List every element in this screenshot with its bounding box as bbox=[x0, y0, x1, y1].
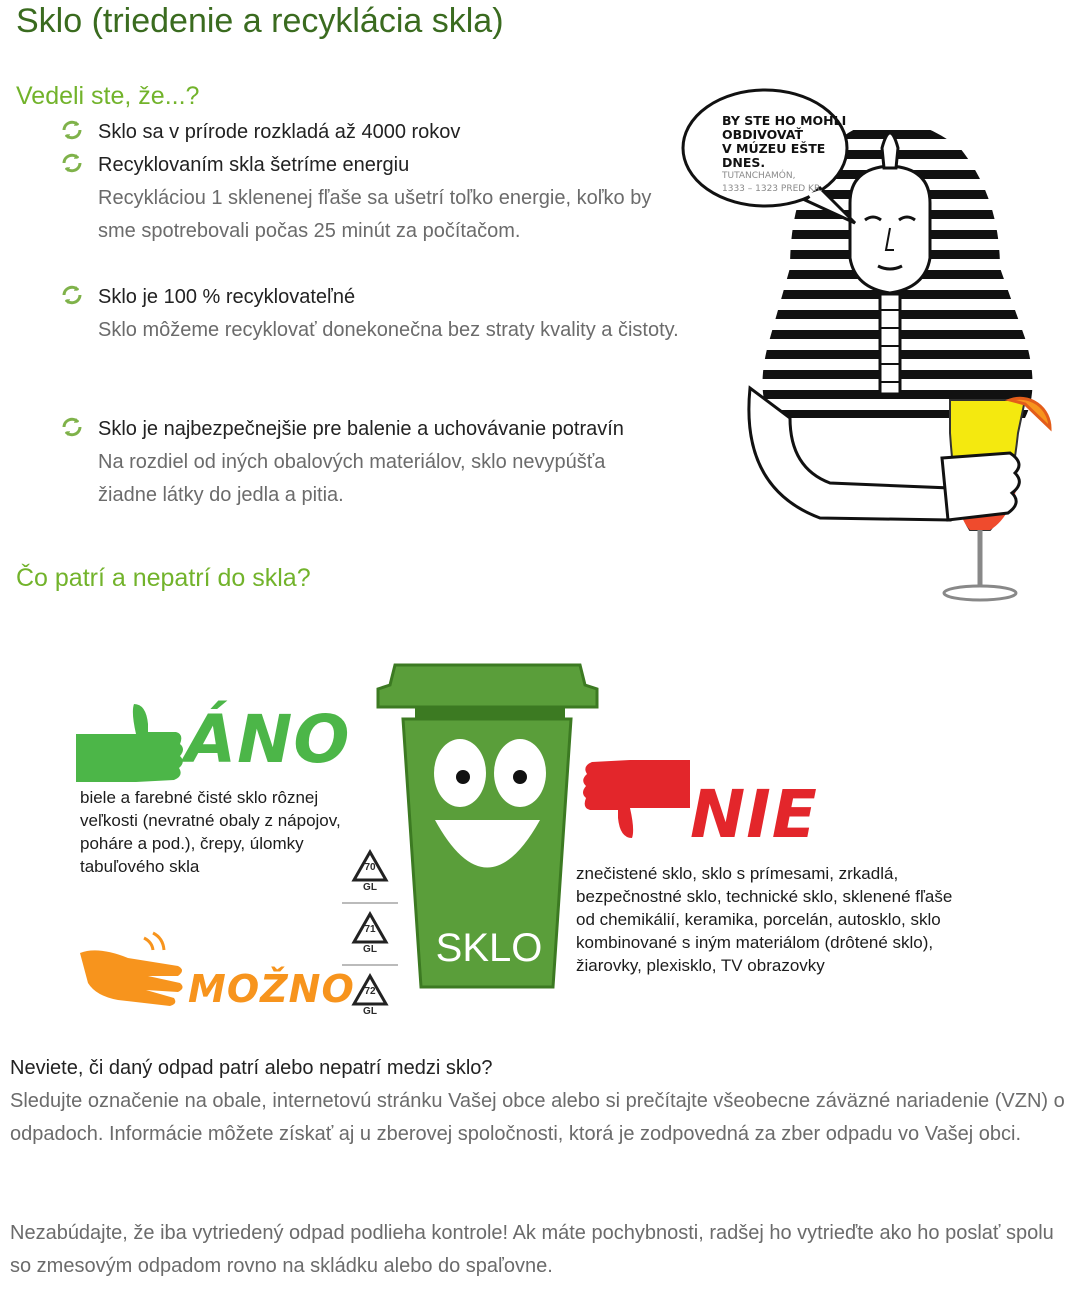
speech-bubble bbox=[722, 114, 872, 196]
bubble-line: V MÚZEU EŠTE DNES. bbox=[722, 141, 826, 170]
thumbs-down-icon bbox=[580, 760, 690, 840]
thumbs-up-icon bbox=[76, 704, 186, 784]
fact-description: Recykláciou 1 sklenenej fľaše sa ušetrí toľko energie, koľko by sme spotrebovali počas 25 minút za počítačom. bbox=[98, 187, 652, 242]
fact-title: Sklo je najbezpečnejšie pre balenie a uchovávanie potravín bbox=[98, 418, 624, 440]
info-note: Nezabúdajte, že iba vytriedený odpad podlieha kontrole! Ak máte pochybnosti, radšej ho vytrieďte ako ho poslať spolu so zmesovým odpadom rovno na skládku alebo do spaľovne. bbox=[10, 1222, 1054, 1277]
recycling-code-number: 71 bbox=[364, 924, 376, 935]
recycling-code-sub: GL bbox=[363, 882, 377, 893]
recycle-bullet-icon bbox=[60, 151, 84, 175]
recycle-bullet-icon bbox=[60, 283, 84, 307]
fact-item bbox=[60, 116, 680, 149]
yes-description: biele a farebné čisté sklo rôznej veľkosti (nevratné obaly z nápojov, poháre a pod.), črepy, úlomky tabuľového skla bbox=[80, 788, 341, 876]
pharaoh-illustration bbox=[680, 88, 1080, 613]
facts-heading: Vedeli ste, že...? bbox=[16, 82, 200, 110]
sorting-heading: Čo patrí a nepatrí do skla? bbox=[16, 564, 311, 592]
fact-description: Sklo môžeme recyklovať donekonečna bez straty kvality a čistoty. bbox=[98, 319, 679, 341]
bubble-attribution: TUTANCHAMÓN, bbox=[722, 171, 796, 181]
page-title: Sklo (triedenie a recyklácia skla) bbox=[16, 2, 504, 40]
fact-description: Na rozdiel od iných obalových materiálov, sklo nevypúšťa žiadne látky do jedla a pitia. bbox=[98, 451, 606, 506]
waving-hand-icon bbox=[78, 928, 188, 1008]
info-question: Neviete, či daný odpad patrí alebo nepatrí medzi sklo? bbox=[10, 1057, 493, 1079]
recycling-code-sub: GL bbox=[363, 944, 377, 955]
maybe-label: MOŽNO bbox=[188, 967, 355, 1011]
fact-item bbox=[60, 413, 680, 512]
no-description: znečistené sklo, sklo s prímesami, zrkadlá, bezpečnostné sklo, technické sklo, sklenené fľaše od chemikálií, keramika, porcelán, autosklo, sklo kombinované s iným materiálom (drôtené sklo), žiarovky, plexisklo, TV obrazovky bbox=[576, 864, 953, 975]
bubble-line: OBDIVOVAŤ bbox=[722, 127, 803, 142]
recycle-bullet-icon bbox=[60, 415, 84, 439]
bubble-line: BY STE HO MOHLI bbox=[722, 113, 847, 128]
recycling-code-number: 70 bbox=[364, 862, 376, 873]
fact-title: Sklo je 100 % recyklovateľné bbox=[98, 286, 356, 308]
recycle-bullet-icon bbox=[60, 118, 84, 142]
fact-title: Recyklovaním skla šetríme energiu bbox=[98, 154, 410, 176]
bubble-attribution: 1333 – 1323 PRED KR. bbox=[722, 184, 823, 194]
recycling-code-sub: GL bbox=[363, 1006, 377, 1017]
bin-label: SKLO bbox=[435, 926, 543, 970]
recycling-code-number: 72 bbox=[364, 986, 376, 997]
no-label: NIE bbox=[690, 776, 818, 853]
fact-item bbox=[60, 149, 680, 248]
yes-label: ÁNO bbox=[185, 701, 351, 778]
fact-item bbox=[60, 281, 680, 347]
info-answer: Sledujte označenie na obale, internetovú stránku Vašej obce alebo si prečítajte všeobecne záväzné nariadenie (VZN) o odpadoch. Informácie môžete získať aj u zberovej spoločnosti, ktorá je zodpovedná za zber odpadu vo Vašej obci. bbox=[10, 1090, 1065, 1145]
fact-title: Sklo sa v prírode rozkladá až 4000 rokov bbox=[98, 121, 461, 143]
